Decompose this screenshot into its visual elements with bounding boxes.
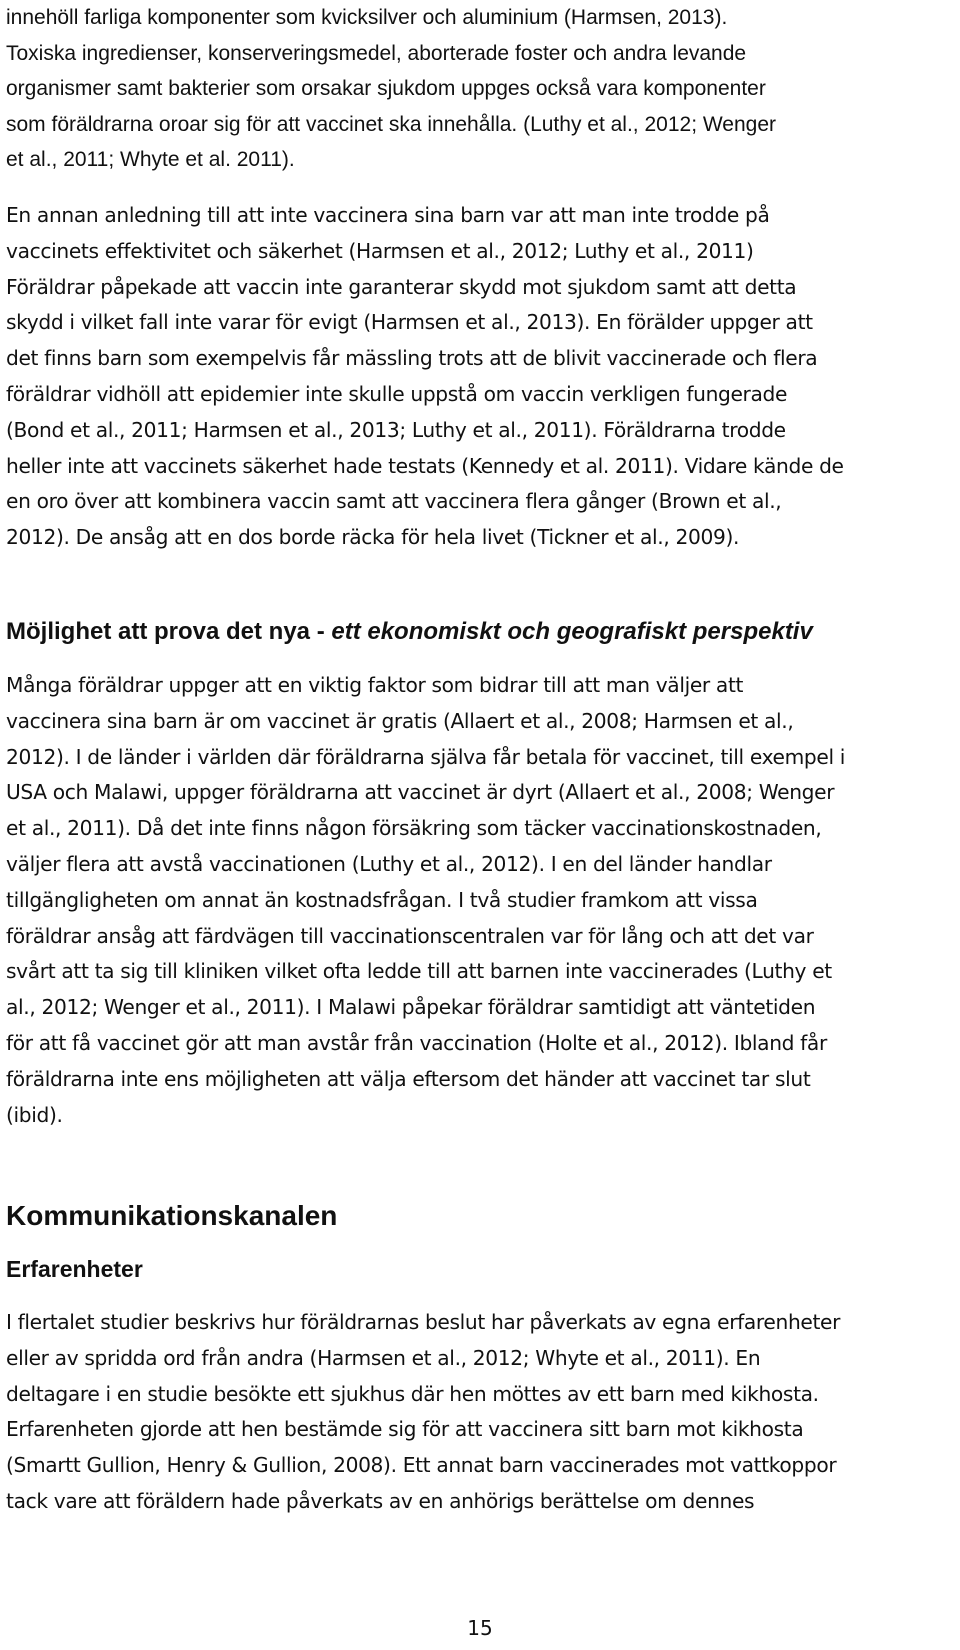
text-line: en oro över att kombinera vaccin samt att vaccinera flera gånger (Brown et al.,: [6, 489, 782, 514]
text-line: vaccinets effektivitet och säkerhet (Harmsen et al., 2012; Luthy et al., 2011): [6, 238, 754, 263]
text-line: et al., 2011). Då det inte finns någon försäkring som täcker vaccinationskostnaden,: [6, 816, 822, 841]
text-line: et al., 2011; Whyte et al. 2011).: [6, 148, 295, 171]
text-line: väljer flera att avstå vaccinationen (Luthy et al., 2012). I en del länder handlar: [6, 851, 772, 876]
text-line: (Smartt Gullion, Henry & Gullion, 2008). Ett annat barn vaccinerades mot vattkoppor: [6, 1453, 837, 1478]
text-line: det finns barn som exempelvis får mässling trots att de blivit vaccinerade och flera: [6, 346, 818, 371]
section-heading-channels: Kommunikationskanalen: [6, 1200, 338, 1231]
page-number: 15: [467, 1616, 493, 1640]
text-line: organismer samt bakterier som orsakar sjukdom uppges också vara komponenter: [6, 77, 766, 100]
paragraph-vaccine-ingredients: [6, 0, 776, 178]
text-line: I flertalet studier beskrivs hur föräldrarnas beslut har påverkats av egna erfarenheter: [6, 1310, 841, 1334]
paragraph-vaccine-effectiveness: [6, 198, 844, 556]
text-line: föräldrar ansåg att färdvägen till vaccinationscentralen var för lång och att det var: [6, 923, 814, 948]
section-heading-opportunity: [6, 618, 813, 646]
text-line: Många föräldrar uppger att en viktig faktor som bidrar till att man väljer att: [6, 673, 744, 697]
text-line: för att få vaccinet gör att man avstår från vaccination (Holte et al., 2012). Ibland får: [6, 1030, 827, 1055]
text-line: svårt att ta sig till kliniken vilket ofta ledde till att barnen inte vaccinerades (Luthy et: [6, 959, 832, 984]
text-line: (ibid).: [6, 1102, 63, 1127]
heading-italic-part: ett ekonomiskt och geografiskt perspektiv: [331, 618, 813, 645]
text-line: 2012). De ansåg att en dos borde räcka för hela livet (Tickner et al., 2009).: [6, 525, 740, 550]
text-line: al., 2012; Wenger et al., 2011). I Malawi påpekar föräldrar samtidigt att väntetiden: [6, 995, 816, 1020]
text-line: Föräldrar påpekade att vaccin inte garanterar skydd mot sjukdom samt att detta: [6, 274, 797, 299]
text-line: En annan anledning till att inte vaccinera sina barn var att man inte trodde på: [6, 203, 770, 227]
text-line: heller inte att vaccinets säkerhet hade testats (Kennedy et al. 2011). Vidare kände de: [6, 453, 844, 478]
text-line: Toxiska ingredienser, konserveringsmedel, aborterade foster och andra levande: [6, 41, 747, 65]
text-line: Erfarenheten gjorde att hen bestämde sig för att vaccinera sitt barn mot kikhosta: [6, 1417, 804, 1442]
text-line: som föräldrarna oroar sig för att vaccinet ska innehålla. (Luthy et al., 2012; Wenger: [6, 112, 777, 136]
text-line: skydd i vilket fall inte varar för evigt (Harmsen et al., 2013). En förälder uppger att: [6, 310, 813, 335]
text-line: deltagare i en studie besökte ett sjukhus där hen möttes av ett barn med kikhosta.: [6, 1381, 819, 1406]
text-line: föräldrarna inte ens möjligheten att välja eftersom det händer att vaccinet tar slut: [6, 1066, 811, 1091]
paragraph-experiences: [6, 1305, 840, 1520]
text-line: tillgängligheten om annat än kostnadsfrågan. I två studier framkom att vissa: [6, 887, 758, 912]
text-line: innehöll farliga komponenter som kvicksilver och aluminium (Harmsen, 2013).: [6, 6, 728, 29]
text-line: 2012). I de länder i världen där föräldrarna själva får betala för vaccinet, till exempel i: [6, 744, 846, 769]
heading-plain-part: Möjlighet att prova det nya -: [6, 618, 332, 645]
text-line: eller av spridda ord från andra (Harmsen et al., 2012; Whyte et al., 2011). En: [6, 1345, 761, 1370]
text-line: föräldrar vidhöll att epidemier inte skulle uppstå om vaccin verkligen fungerade: [6, 381, 788, 406]
text-line: (Bond et al., 2011; Harmsen et al., 2013; Luthy et al., 2011). Föräldrarna trodde: [6, 417, 786, 442]
text-line: vaccinera sina barn är om vaccinet är gratis (Allaert et al., 2008; Harmsen et al.,: [6, 708, 794, 733]
text-line: tack vare att föräldern hade påverkats av en anhörigs berättelse om dennes: [6, 1488, 755, 1513]
subsection-heading-experiences: Erfarenheter: [6, 1256, 143, 1282]
text-line: USA och Malawi, uppger föräldrarna att vaccinet är dyrt (Allaert et al., 2008; Wenger: [6, 780, 835, 805]
paragraph-economic-geographic: [6, 668, 845, 1133]
